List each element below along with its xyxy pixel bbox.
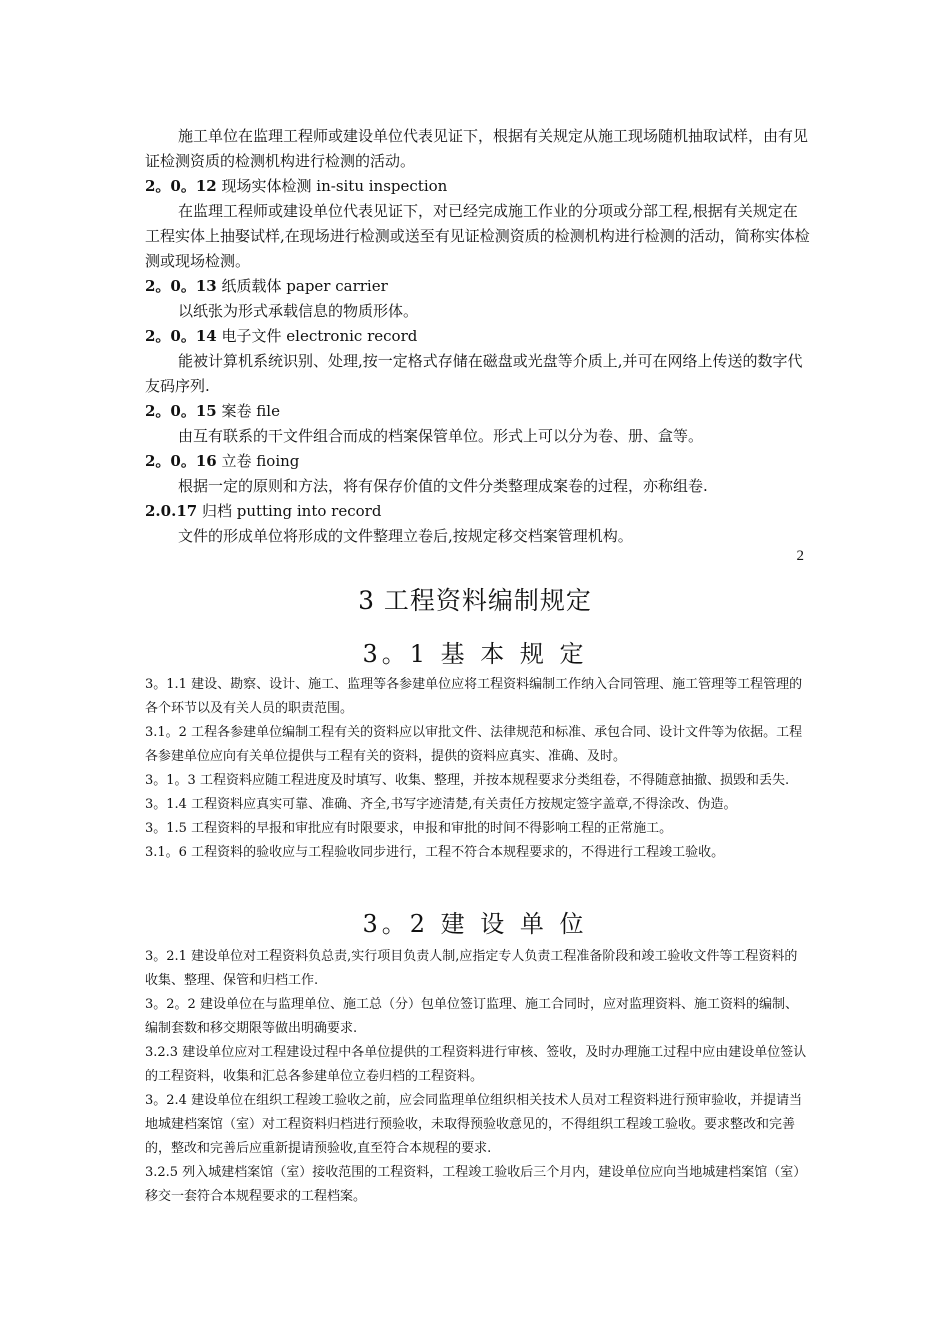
clause: 3.1。2 工程各参建单位编制工程有关的资料应以审批文件、法律规范和标准、承包合同、设计文件等为依据。工程各参建单位应向有关单位提供与工程有关的资料，提供的资料应真实、准确、及时。	[145, 725, 803, 764]
clause: 3。1.1 建设、勘察、设计、施工、监理等各参建单位应将工程资料编制工作纳入合同管理、施工管理等工程管理的各个环节以及有关人员的职责范围。	[145, 677, 803, 716]
clause: 3.2.5 列入城建档案馆（室）接收范围的工程资料，工程竣工验收后三个月内，建设单位应向当地城建档案馆（室）移交一套符合本规程要求的工程档案。	[145, 1165, 807, 1204]
clause: 3.1。6 工程资料的验收应与工程验收同步进行，工程不符合本规程要求的，不得进行工程竣工验收。	[145, 845, 725, 860]
term-heading: 2。0。14 电子文件 electronic record	[145, 327, 418, 345]
section-2-body	[145, 945, 810, 1209]
term-description: 由互有联系的干文件组合而成的档案保管单位。形式上可以分为卷、册、盒等。	[178, 427, 704, 445]
clause: 3.2.3 建设单位应对工程建设过程中各单位提供的工程资料进行审核、签收，及时办理施工过程中应由建设单位签认的工程资料，收集和汇总各参建单位立卷归档的工程资料。	[145, 1045, 807, 1084]
clause: 3。1。3 工程资料应随工程进度及时填写、收集、整理，并按本规程要求分类组卷，不得随意抽撤、损毁和丢失.	[145, 773, 790, 788]
clause: 3。2。2 建设单位在与监理单位、施工总（分）包单位签订监理、施工合同时，应对监理资料、施工资料的编制、编制套数和移交期限等做出明确要求.	[145, 997, 798, 1036]
term-heading: 2。0。16 立卷 fioing	[145, 452, 300, 470]
definitions-block	[145, 124, 810, 549]
clause: 3。2.4 建设单位在组织工程竣工验收之前，应会同监理单位组织相关技术人员对工程资料进行预审验收，并提请当地城建档案馆（室）对工程资料归档进行预验收，未取得预验收意见的，不得组织工程竣工验收。要求整改和完善的，整改和完善后应重新提请预验收,直至符合本规程的要求.	[145, 1093, 803, 1156]
term-description: 在监理工程师或建设单位代表见证下，对已经完成施工作业的分项或分部工程,根据有关规定在工程实体上抽娶试样,在现场进行检测或送至有见证检测资质的检测机构进行检测的活动，简称实体检测或现场检测。	[145, 202, 810, 270]
term-heading: 2。0。15 案卷 file	[145, 402, 280, 420]
term-description: 以纸张为形式承载信息的物质形体。	[178, 302, 419, 320]
term-description: 根据一定的原则和方法，将有保存价值的文件分类整理成案卷的过程，亦称组卷.	[178, 477, 708, 495]
chapter-title: 3 工程资料编制规定	[358, 586, 592, 615]
page-number: 2	[796, 548, 804, 564]
term-heading: 2。0。13 纸质载体 paper carrier	[145, 277, 388, 295]
section-title: 3。1 基 本 规 定	[362, 640, 588, 668]
clause: 3。2.1 建设单位对工程资料负总责,实行项目负责人制,应指定专人负责工程准备阶段和竣工验收文件等工程资料的收集、整理、保管和归档工作.	[145, 949, 798, 988]
term-description: 能被计算机系统识别、处理,按一定格式存储在磁盘或光盘等介质上,并可在网络上传送的数字代友码序列.	[145, 352, 803, 395]
clause: 3。1.4 工程资料应真实可靠、准确、齐全,书写字迹清楚,有关责任方按规定签字盖章,不得涂改、伪造。	[145, 797, 737, 812]
clause: 3。1.5 工程资料的早报和审批应有时限要求，申报和审批的时间不得影响工程的正常施工。	[145, 821, 673, 836]
term-description: 文件的形成单位将形成的文件整理立卷后,按规定移交档案管理机构。	[178, 527, 633, 545]
section-1-body	[145, 673, 810, 865]
term-heading: 2.0.17 归档 putting into record	[145, 502, 382, 520]
term-heading: 2。0。12 现场实体检测 in-situ inspection	[145, 177, 448, 195]
intro-paragraph: 施工单位在监理工程师或建设单位代表见证下，根据有关规定从施工现场随机抽取试样，由有见证检测资质的检测机构进行检测的活动。	[145, 127, 809, 170]
section-title: 3。2 建 设 单 位	[362, 910, 588, 938]
